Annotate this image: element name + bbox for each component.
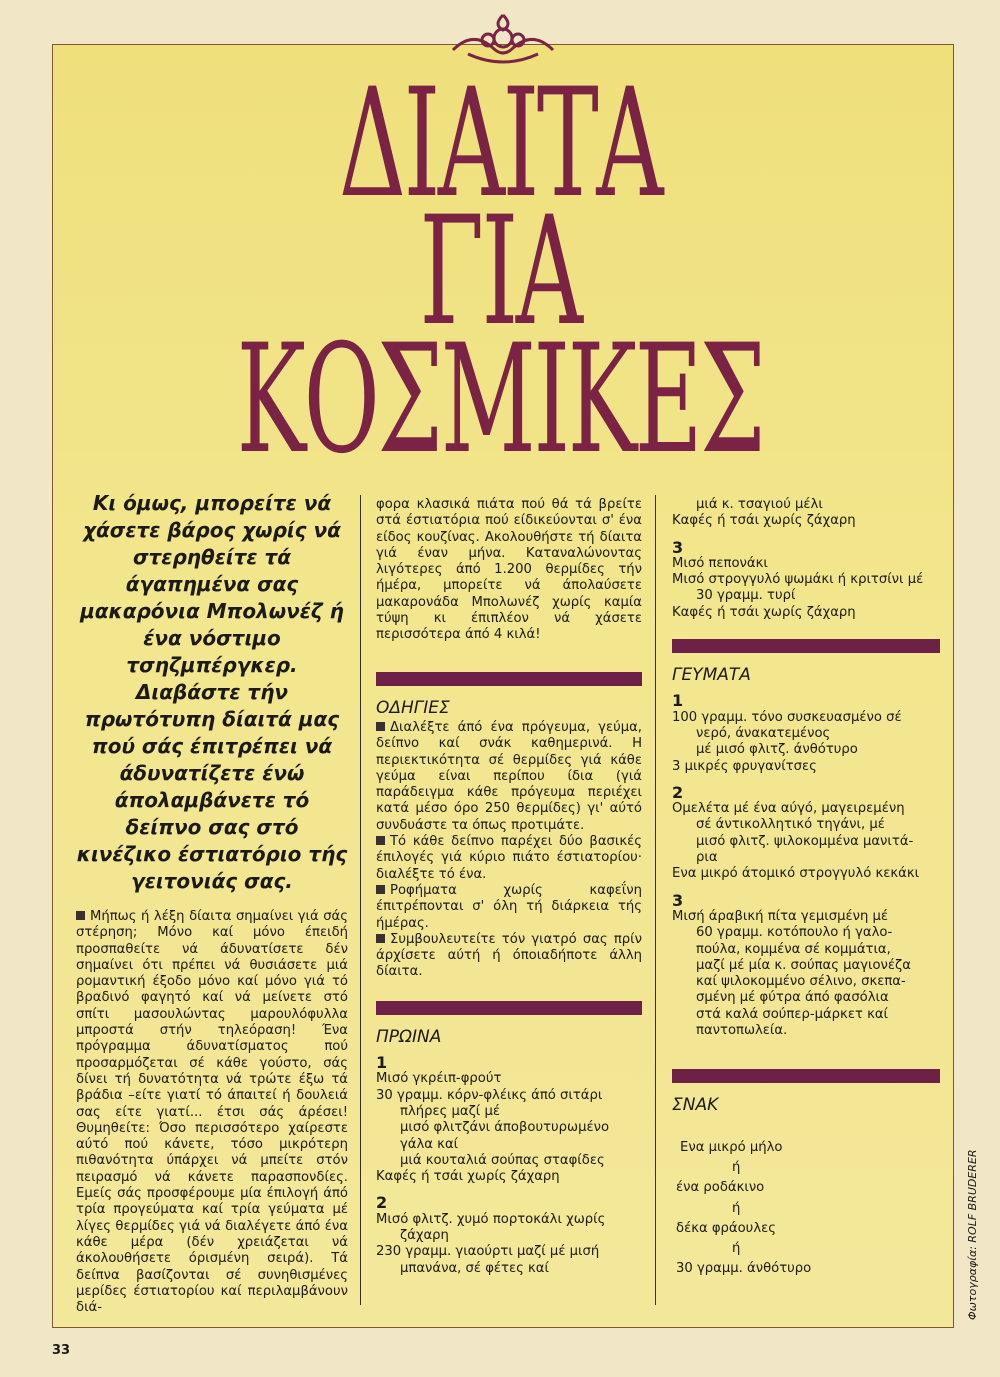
breakfast-list-continued	[672, 497, 940, 621]
instruction-text: Τό κάθε δείπνο παρέχει δύο βασικές έπιλογές γιά κύριο πιάτο έστιατορίου· διαλέξτε τό ένα.	[376, 834, 642, 882]
lunch-list	[672, 693, 940, 1039]
instruction-text: Ροφήματα χωρίς καφεΐνη έπιτρέπονται σ' όλη τή διάρκεια τής ήμέρας.	[376, 882, 642, 931]
instruction-item	[376, 834, 642, 883]
instruction-item	[376, 883, 642, 932]
column-divider	[655, 495, 656, 1305]
option-line: Καφές ή τσάι χωρίς ζάχαρη	[376, 1169, 560, 1185]
breakfast-heading: ΠΡΩΙΝΑ	[376, 1026, 442, 1047]
option-line: σέ άντικολλητικό τηγάνι, μέ	[696, 817, 885, 833]
instruction-item	[376, 720, 642, 834]
snack-line: Ενα μικρό μήλο	[680, 1139, 783, 1155]
snack-line: ένα ροδάκινο	[676, 1180, 765, 1196]
option-line: Καφές ή τσάι χωρίς ζάχαρη	[672, 513, 856, 529]
title-line: ΓΙΑ	[419, 185, 581, 359]
option-line: Μισό στρογγυλό ψωμάκι ή κριτσίνι μέ	[672, 572, 924, 588]
snack-line: δέκα φράουλες	[676, 1220, 776, 1236]
title-line: ΚΟΣΜΙΚΕΣ	[236, 313, 764, 487]
option-line: 230 γραμμ. γιαούρτι μαζί μέ μισή	[376, 1244, 600, 1260]
section-bar	[672, 639, 940, 653]
breakfast-list	[376, 1055, 642, 1277]
bullet-square-icon	[376, 722, 385, 731]
title-line: ΔΙΑΙΤΑ	[338, 57, 662, 231]
option-line: πλήρες μαζί μέ	[400, 1103, 500, 1119]
body-text: Μήπως ή λέξη δίαιτα σημαίνει γιά σάς στέρηση; Μόνο καί μόνο έπειδή προσπαθείτε νά άδυνατίσετε δέν σημαίνει ότι πρέπει νά θυσιάσετε μιά ρομαντική έξοδο μόνο καί μόνο γιά τό βραδινό φαγητό καί νά μείνετε στό σπίτι μασουλώντας μαρουλόφυλλα μπροστά στήν τηλεόραση! Ένα πρόγραμμα άδυνατίσματος πού προσαρμόζεται σέ κάθε γούστο, σάς δίνει τή δυνατότητα νά τρώτε έξω τά βράδια –είτε γιατί τό άπαιτεί ή δουλειά σας είτε γιατί... έτσι σάς άρέσει! Θυμηθείτε: Όσο περισσότερο χαίρεστε αύτό πού κάνετε, τόσο μικρότερη πιθανότητα ύπάρχει νά μπείτε στόν πειρασμό νά κάνετε παρασπονδίες. Εμείς σάς προσφέρουμε μία έπιλογή άπό τρία προγεύματα καί τρία γεύματα μέ λίγες θερμίδες γιά νά διαλέγετε άπό ένα κάθε μέρα (δέν χρειάζεται νά άκολουθήσετε όρισμένη σειρά). Τά δείπνα βασίζονται σέ συνηθισμένες μερίδες έστιατορίου καί περιλαμβάνουν διά-	[76, 909, 348, 1316]
option-line: 30 γραμμ. κόρν-φλέικς άπό σιτάρι	[376, 1087, 603, 1103]
option-line: 3 μικρές φρυγανίτσες	[672, 758, 817, 774]
option-number: 3	[672, 890, 684, 910]
section-bar	[376, 1001, 642, 1015]
option-line: Καφές ή τσάι χωρίς ζάχαρη	[672, 604, 856, 620]
section-bar	[376, 672, 642, 686]
instruction-text: Συμβουλευτείτε τόν γιατρό σας πρίν άρχίσετε αύτή ή όποιαδήποτε άλλη δίαιτα.	[376, 931, 642, 980]
option-number: 1	[376, 1053, 388, 1073]
page-title	[0, 57, 1000, 487]
option-line: γάλα καί	[400, 1136, 459, 1152]
option-line: μιά κ. τσαγιού μέλι	[696, 497, 823, 512]
option-line: ζάχαρη	[400, 1227, 449, 1243]
instruction-text: Διαλέξτε άπό ένα πρόγευμα, γεύμα, δείπνο καί σνάκ καθημερινά. Η περιεκτικότητα σέ θερμίδες γιά κάθε γεύμα είναι περίπου ίδια (γιά παράδειγμα κάθε πρόγευμα περιέχει κατά μέσο όρο 250 θερμίδες) γι' αύτό συνδυάστε τα όπως προτιμάτε.	[376, 719, 642, 833]
option-line: νερό, άνακατεμένος	[696, 725, 831, 741]
instructions-list	[376, 720, 642, 981]
option-line: μισό φλιτζ. ψιλοκομμένα μανιτά-	[696, 833, 914, 849]
option-number: 1	[672, 691, 684, 711]
option-line: Ενα μικρό άτομικό στρογγυλό κεκάκι	[672, 866, 920, 882]
body-text-continued: φορα κλασικά πιάτα πού θά τά βρείτε στά έστιατόρια πού είδικεύονται σ' ένα είδος κουζίνας. Ακολουθήστε τή δίαιτα γιά έναν μήνα. Καταναλώνοντας λιγότερες άπό 1.200 θερμίδες τήν ήμέρα, μπορείτε νά άπολαύσετε μακαρονάδα Μπολωνέζ χωρίς καμία τύψη κι έπιπλέον νά χάσετε περισσότερα άπό 4 κιλά!	[376, 497, 642, 643]
snack-line: ή	[732, 1159, 741, 1175]
bullet-square-icon	[376, 885, 385, 894]
bullet-square-icon	[376, 836, 385, 845]
intro-text: Κι όμως, μπορείτε νά χάσετε βάρος χωρίς νά στερηθείτε τά άγαπημένα σας μακαρόνια Μπολωνέζ ή ένα νόστιμο τσηζμπέργκερ. Διαβάστε τήν πρωτότυπη δίαιτά μας πού σάς έπιτρέπει νά άδυνατίζετε ένώ άπολαμβάνετε τό δείπνο σας στό κινέζικο έστιατόριο τής γειτονιάς σας.	[76, 491, 348, 893]
option-number: 2	[672, 782, 684, 802]
option-line: μισό φλιτζάνι άποβουτυρωμένο	[400, 1120, 610, 1136]
option-line: πούλα, κομμένα σέ κομμάτια,	[696, 941, 891, 957]
option-line: 60 γραμμ. κοτόπουλο ή γαλο-	[696, 925, 893, 941]
option-line: παντοπωλεία.	[696, 1023, 788, 1039]
lunch-heading: ΓΕΥΜΑΤΑ	[672, 665, 751, 686]
page-number: 33	[52, 1343, 71, 1358]
option-line: μιά κουταλιά σούπας σταφίδες	[400, 1152, 605, 1168]
option-line: Μισό φλιτζ. χυμό πορτοκάλι χωρίς	[376, 1211, 606, 1227]
option-line: 100 γραμμ. τόνο συσκευασμένο σέ	[672, 709, 902, 725]
option-line: στά καλά σούπερ-μάρκετ καί	[696, 1006, 889, 1022]
snack-line: 30 γραμμ. άνθότυρο	[676, 1261, 812, 1277]
option-line: Μισό γκρέιπ-φρούτ	[376, 1071, 502, 1087]
option-line: Μισή άραβική πίτα γεμισμένη μέ	[672, 908, 889, 924]
option-line: 30 γραμμ. τυρί	[696, 588, 796, 604]
option-line: Ομελέτα μέ ένα αύγό, μαγειρεμένη	[672, 801, 905, 817]
option-line: Μισό πεπονάκι	[672, 555, 768, 571]
bullet-square-icon	[376, 934, 385, 943]
photo-credit: Φωτογραφία: ROLF BRUDERER	[966, 1149, 979, 1320]
snack-heading: ΣΝΑΚ	[672, 1095, 719, 1116]
option-line: σμένη μέ φύτρα άπό φασόλια	[696, 990, 889, 1006]
snack-line: ή	[732, 1241, 741, 1257]
snack-line: ή	[732, 1200, 741, 1216]
instruction-item	[376, 932, 642, 981]
option-line: μέ μισό φλιτζ. άνθότυρο	[696, 742, 858, 758]
instructions-heading: ΟΔΗΓΙΕΣ	[376, 697, 450, 718]
snack-list	[672, 1140, 940, 1278]
option-line: καί ψιλοκομμένο σέλινο, σκεπα-	[696, 974, 906, 990]
option-line: ρια	[696, 850, 718, 866]
option-number: 2	[376, 1193, 388, 1213]
option-number: 3	[672, 537, 684, 557]
section-bar	[672, 1069, 940, 1083]
option-line: μπανάνα, σέ φέτες καί	[400, 1260, 549, 1276]
column-divider	[360, 495, 361, 1305]
option-line: μαζί μέ μία κ. σούπας μαγιονέζα	[696, 957, 911, 973]
